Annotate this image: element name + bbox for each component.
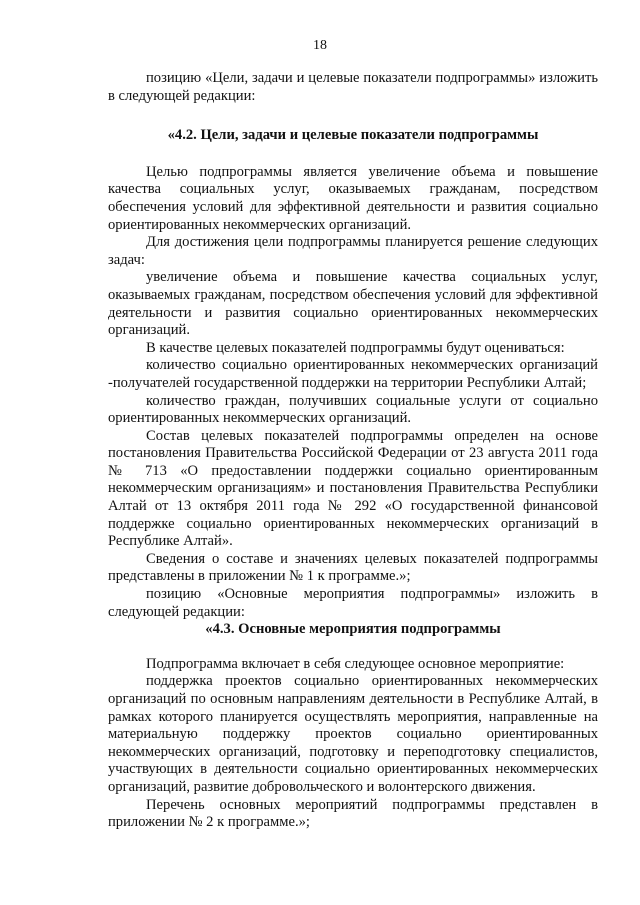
paragraph: поддержка проектов социально ориентированных некоммерческих организаций по основным направлениям деятельности в Республике Алтай, в рамках которого планируется осуществлять мероприятия, направленные на материальную поддержку проектов социально ориентированных некоммерческих организаций, подготовку и переподготовку специалистов, участвующих в деятельности социально ориентированных некоммерческих организаций, развитие добровольческого и волонтерского движения. xyxy=(108,673,598,795)
paragraph: количество социально ориентированных некоммерческих организаций -получателей государственной поддержки на территории Республики Алтай; xyxy=(108,357,598,391)
paragraph: Целью подпрограммы является увеличение объема и повышение качества социальных услуг, оказываемых гражданам, посредством обеспечения условий для эффективной деятельности и развития социально ориентированных некоммерческих организаций. xyxy=(108,163,598,233)
paragraph: позицию «Основные мероприятия подпрограммы» изложить в следующей редакции: xyxy=(108,586,598,620)
paragraph-intro: позицию «Цели, задачи и целевые показатели подпрограммы» изложить в следующей редакции: xyxy=(108,70,598,104)
section-heading-4-2: «4.2. Цели, задачи и целевые показатели подпрограммы xyxy=(167,127,539,144)
paragraph: Перечень основных мероприятий подпрограммы представлен в приложении № 2 к программе.»; xyxy=(108,796,598,831)
paragraph: количество граждан, получивших социальные услуги от социально ориентированных некоммерческих организаций. xyxy=(108,392,598,427)
section-heading-4-3: «4.3. Основные мероприятия подпрограммы xyxy=(205,621,501,638)
paragraph: Подпрограмма включает в себя следующее основное мероприятие: xyxy=(146,655,565,672)
page-number: 18 xyxy=(313,38,327,53)
paragraph: В качестве целевых показателей подпрограммы будут оцениваться: xyxy=(146,339,565,356)
paragraph: Сведения о составе и значениях целевых показателей подпрограммы представлены в приложении № 1 к программе.»; xyxy=(108,550,598,585)
paragraph: Для достижения цели подпрограммы планируется решение следующих задач: xyxy=(108,234,598,268)
paragraph: увеличение объема и повышение качества социальных услуг, оказываемых гражданам, посредством обеспечения условий для эффективной деятельности и развития социально ориентированных некоммерческих организаций. xyxy=(108,269,598,339)
document-body xyxy=(108,70,598,832)
paragraph: Состав целевых показателей подпрограммы определен на основе постановления Правительства Российской Федерации от 23 августа 2011 года № 713 «О предоставлении поддержки социально ориентированным некоммерческим организациям» и постановления Правительства Республики Алтай от 13 октября 2011 года № 292 «О государственной финансовой поддержке социально ориентированных некоммерческих организаций в Республике Алтай». xyxy=(108,427,598,550)
